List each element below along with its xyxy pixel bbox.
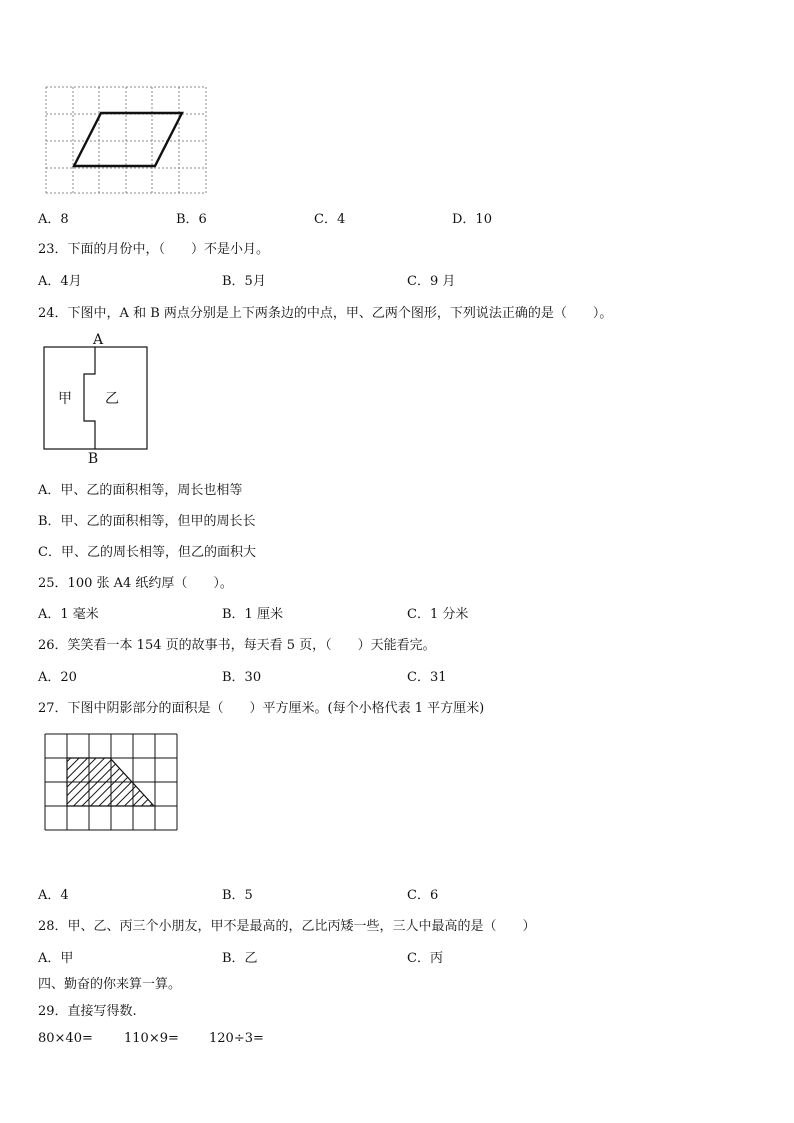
q25-option-a[interactable]: A．1 毫米 [38, 607, 99, 622]
q29-stem: 29．直接写得数. [38, 1004, 137, 1019]
q29-item-2: 110×9= [124, 1031, 179, 1046]
q26-option-c[interactable]: C．31 [407, 670, 447, 685]
q23-stem: 23．下面的月份中，（ ）不是小月。 [38, 242, 270, 257]
q28-option-c[interactable]: C．丙 [407, 951, 443, 966]
parallelogram-shape [74, 113, 182, 166]
q22-option-b[interactable]: B．6 [176, 212, 207, 227]
q23-option-c[interactable]: C．9 月 [407, 274, 456, 289]
q27-option-b[interactable]: B．5 [222, 888, 253, 903]
region-yi-label: 乙 [105, 391, 119, 407]
q25-stem: 25．100 张 A4 纸约厚（ ）。 [38, 576, 233, 591]
q22-option-a[interactable]: A．8 [38, 212, 69, 227]
q27-option-c[interactable]: C．6 [407, 888, 439, 903]
split-rectangle-figure [40, 330, 155, 466]
q29-item-3: 120÷3= [209, 1031, 264, 1046]
q25-option-c[interactable]: C．1 分米 [407, 607, 469, 622]
q24-stem: 24．下图中，A 和 B 两点分别是上下两条边的中点，甲、乙两个图形，下列说法正确的是（ ）。 [38, 306, 613, 321]
section-title: 四、勤奋的你来算一算。 [38, 977, 182, 992]
q23-option-a[interactable]: A．4月 [38, 274, 82, 289]
q26-option-a[interactable]: A．20 [38, 670, 77, 685]
q26-option-b[interactable]: B．30 [222, 670, 262, 685]
q22-option-d[interactable]: D．10 [452, 212, 492, 227]
q22-option-c[interactable]: C．4 [314, 212, 346, 227]
q29-item-1: 80×40= [38, 1031, 93, 1046]
q27-option-a[interactable]: A．4 [38, 888, 69, 903]
point-a-label: A [92, 332, 104, 348]
q27-stem: 27．下图中阴影部分的面积是（ ）平方厘米。(每个小格代表 1 平方厘米) [38, 701, 485, 716]
point-b-label: B [87, 451, 99, 467]
q24-option-c[interactable]: C．甲、乙的周长相等，但乙的面积大 [38, 545, 256, 560]
shaded-grid-figure [44, 733, 178, 831]
q26-stem: 26．笑笑看一本 154 页的故事书，每天看 5 页，（ ）天能看完。 [38, 638, 436, 653]
q28-option-a[interactable]: A．甲 [38, 951, 74, 966]
q24-option-b[interactable]: B．甲、乙的面积相等，但甲的周长长 [38, 514, 256, 529]
region-jia-label: 甲 [58, 391, 72, 407]
q24-option-a[interactable]: A．甲、乙的面积相等，周长也相等 [38, 483, 243, 498]
parallelogram-grid-figure [40, 84, 212, 196]
q25-option-b[interactable]: B．1 厘米 [222, 607, 283, 622]
q28-option-b[interactable]: B．乙 [222, 951, 258, 966]
q28-stem: 28．甲、乙、丙三个小朋友，甲不是最高的，乙比丙矮一些，三人中最高的是（ ） [38, 919, 536, 934]
q23-option-b[interactable]: B．5月 [222, 274, 266, 289]
